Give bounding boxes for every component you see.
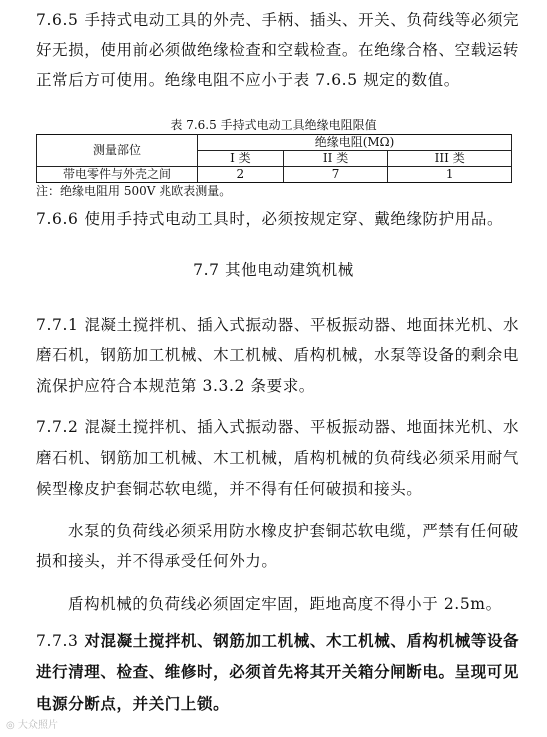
clause-number: 7.7.1 bbox=[36, 316, 79, 334]
value-class-3: 1 bbox=[388, 167, 512, 183]
clause-number: 7.7.3 bbox=[36, 632, 79, 650]
value-class-2: 7 bbox=[283, 167, 388, 183]
table-note: 注：绝缘电阻用 500V 兆欧表测量。 bbox=[36, 184, 232, 198]
clause-7-6-5-line-3: 正常后方可使用。绝缘电阻不应小于表 7.6.5 规定的数值。 bbox=[36, 71, 460, 89]
row-label: 带电零件与外壳之间 bbox=[37, 167, 198, 183]
clause-7-6-6 bbox=[36, 204, 512, 234]
clause-7-7-2-line-2: 磨石机、钢筋加工机械、木工机械，盾构机械的负荷线必须采用耐气 bbox=[36, 449, 520, 467]
clause-7-7-2-line-1 bbox=[36, 412, 520, 442]
clause-7-7-2-para-3: 盾构机械的负荷线必须固定牢固，距地高度不得小于 2.5m。 bbox=[68, 595, 502, 613]
watermark bbox=[6, 716, 58, 731]
clause-number: 7.6.5 bbox=[36, 11, 79, 29]
header-insulation-resistance: 绝缘电阻(MΩ) bbox=[198, 135, 512, 151]
clause-7-7-3-line-3: 电源分断点，并关门上锁。 bbox=[36, 694, 230, 713]
clause-text: 使用手持式电动工具时，必须按规定穿、戴绝缘防护用品。 bbox=[84, 210, 504, 228]
header-class-2: II 类 bbox=[283, 151, 388, 167]
clause-7-6-5-line-1 bbox=[36, 5, 520, 35]
clause-7-7-1-line-3: 流保护应符合本规范第 3.3.2 条要求。 bbox=[36, 377, 315, 395]
clause-text: 手持式电动工具的外壳、手柄、插头、开关、负荷线等必须完 bbox=[84, 11, 520, 29]
insulation-resistance-table bbox=[36, 134, 512, 183]
clause-7-7-3-line-2: 进行清理、检查、维修时，必须首先将其开关箱分闸断电。呈现可见 bbox=[36, 662, 520, 681]
clause-7-7-3-line-1 bbox=[36, 626, 520, 656]
clause-number: 7.7.2 bbox=[36, 418, 79, 436]
camera-icon: ◎ bbox=[6, 720, 18, 731]
header-measurement-part: 测量部位 bbox=[37, 135, 198, 167]
clause-text: 混凝土搅拌机、插入式振动器、平板振动器、地面抹光机、水 bbox=[84, 418, 520, 436]
table-caption: 表 7.6.5 手持式电动工具绝缘电阻限值 bbox=[170, 118, 377, 132]
clause-text: 对混凝土搅拌机、钢筋加工机械、木工机械、盾构机械等设备 bbox=[84, 631, 520, 650]
clause-7-6-5-line-2: 好无损，使用前必须做绝缘检查和空载检查。在绝缘合格、空载运转 bbox=[36, 41, 520, 59]
value-class-1: 2 bbox=[198, 167, 284, 183]
clause-7-7-1-line-2: 磨石机，钢筋加工机械、木工机械、盾构机械，水泵等设备的剩余电 bbox=[36, 346, 520, 364]
header-class-1: I 类 bbox=[198, 151, 284, 167]
clause-7-7-1-line-1 bbox=[36, 310, 520, 340]
clause-text: 混凝土搅拌机、插入式振动器、平板振动器、地面抹光机、水 bbox=[84, 316, 520, 334]
clause-number: 7.6.6 bbox=[36, 210, 79, 228]
clause-7-7-2-para-2-line-1: 水泵的负荷线必须采用防水橡皮护套铜芯软电缆，严禁有任何破 bbox=[68, 522, 519, 540]
section-heading: 7.7 其他电动建筑机械 bbox=[193, 261, 354, 279]
watermark-text: 大众照片 bbox=[17, 720, 58, 731]
header-class-3: III 类 bbox=[388, 151, 512, 167]
clause-7-7-2-para-2-line-2: 损和接头，并不得承受任何外力。 bbox=[36, 552, 278, 570]
clause-7-7-2-line-3: 候型橡皮护套铜芯软电缆，并不得有任何破损和接头。 bbox=[36, 480, 423, 498]
